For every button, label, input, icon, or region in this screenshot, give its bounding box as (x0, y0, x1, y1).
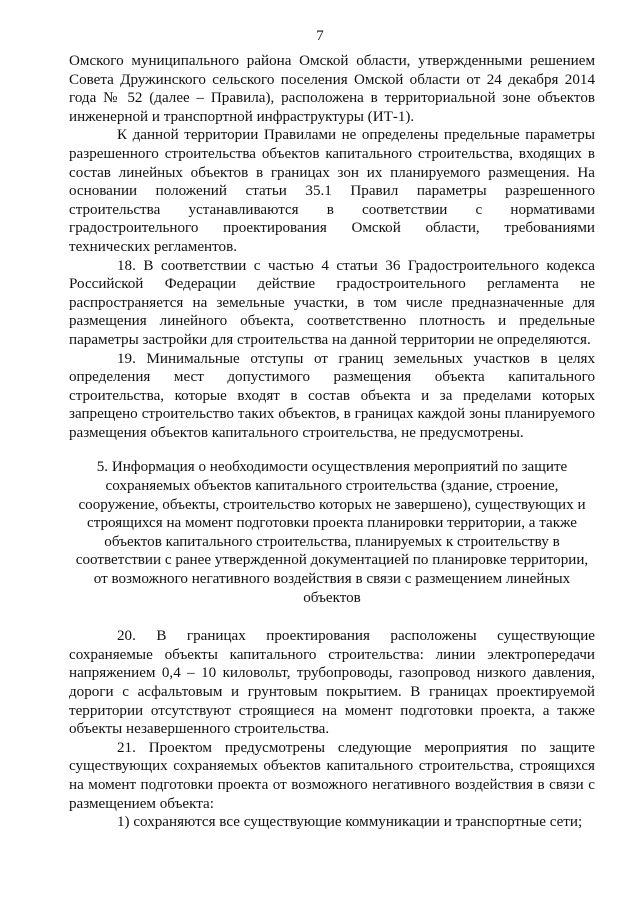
page-number: 7 (316, 28, 324, 44)
paragraph-intro: Омского муниципального района Омской области, утвержденными решением Совета Дружинского сельского поселения Омской области от 24 декабря 2014 года № 52 (далее – Правила), расположена в территориальной зоне объектов инженерной и транспортной инфраструктуры (ИТ-1). (69, 53, 595, 125)
paragraph-18: 18. В соответствии с частью 4 статьи 36 Градостроительного кодекса Российской Федерации действие градостроительного регламента не распространяется на земельные участки, в том числе предназначенные для размещения линейного объекта, соответственно плотность и предельные параметры застройки для строительства на данной территории не определяются. (69, 257, 595, 348)
document-body (69, 52, 595, 832)
section-5-heading: 5. Информация о необходимости осуществления мероприятий по защите сохраняемых объектов капитального строительства (здание, строение, сооружение, объекты, строительство которых не завершено), существующих и строящихся на момент подготовки проекта планировки территории, а также объектов капитального строительства, планируемых к строительству в соответствии с ранее утвержденной документацией по планировке территории, от возможного негативного воздействия в связи с размещением линейных объектов (75, 459, 589, 606)
paragraph-20: 20. В границах проектирования расположены существующие сохраняемые объекты капитального строительства: линии электропередачи напряжением 0,4 – 10 киловольт, трубопроводы, газопровод низкого давления, дороги с асфальтовым и грунтовым покрытием. В границах проектируемой территории отсутствуют строящиеся на момент подготовки проекта, а также объекты незавершенного строительства. (69, 628, 595, 738)
paragraph-no-params: К данной территории Правилами не определены предельные параметры разрешенного строительства объектов капитального строительства, входящих в состав линейных объектов в границах зон их планируемого размещения. На основании положений статьи 35.1 Правил параметры разрешенного строительства устанавливаются в соответствии с нормативами градостроительного проектирования Омской области, требованиями технических регламентов. (69, 127, 595, 255)
list-item: 1) сохраняются все существующие коммуникации и транспортные сети; (117, 814, 583, 831)
measures-list (69, 813, 595, 832)
paragraph-19: 19. Минимальные отступы от границ земельных участков в целях определения мест допустимого размещения объекта капитального строительства, которые входят в состав объекта и за пределами которых запрещено строительство таких объектов, в границах каждой зоны планируемого размещения объектов капитального строительства, не предусмотрены. (69, 350, 595, 441)
paragraph-21: 21. Проектом предусмотрены следующие мероприятия по защите существующих сохраняемых объектов капитального строительства, строящихся на момент подготовки проекта от возможного негативного воздействия в связи с размещением объекта: (69, 739, 595, 812)
